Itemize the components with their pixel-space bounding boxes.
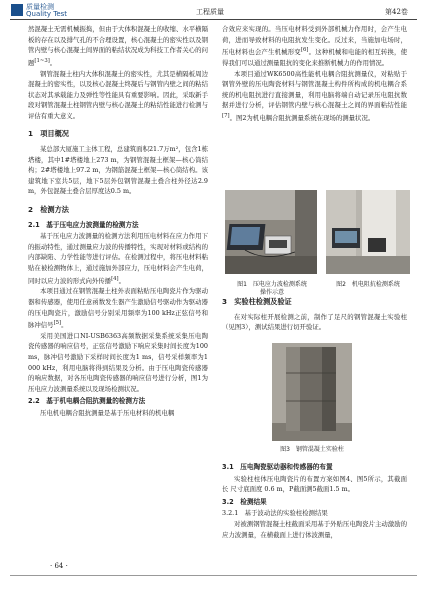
figure-3-photo: [272, 343, 352, 441]
section-1-paragraph: 某总部大厦施工主体工程，总建筑面积21.7万m²，包含1栋塔楼，其中1#塔楼地上273 m，为钢管混凝土框架—核心筒结构；2#塔楼地上97.2 m，为钢筋混凝土框架—核心筒结构。该建筑地下室共5层，地下5层外包钢管混凝土叠合柱外径达2.9 m，外包混凝土叠合层厚度达0.5 m。: [28, 145, 208, 196]
right-column-middle: [222, 297, 407, 333]
section-1-heading: 1 项目概况: [28, 129, 69, 139]
section-3-2-heading: 3.2 检测结果: [222, 497, 267, 506]
left-column: [28, 24, 208, 419]
right-paragraph-1: 合效应来实现的。当压电材料受到外部机械力作用时，会产生电荷，进而导致材料的电阻抗发生变化。反过来，当施加电场时，压电材料也会产生机械形变[6]。这种机械和电能的相互转换，使得我们可以通过测量阻抗的变化来推断机械力的作用情况。: [222, 25, 408, 67]
right-column-top: [222, 24, 407, 124]
logo-line-chinese: 质量检测: [26, 3, 54, 11]
section-3-2-1-heading: 3.2.1 基于波动法的实验柱检测结果: [222, 509, 328, 518]
section-3-2-1-paragraph: 对被测钢管混凝土柱截面采用基于外贴压电陶瓷片主动激励的应力波测量，在横截面上进行体波测量，: [222, 519, 407, 539]
right-column-bottom: [222, 460, 407, 540]
section-2-1-paragraph-1: 基于压电应力波测量的检测方法利用压电材料在应力作用下的振动特性，通过测量应力波的传播特性，实现对材料或结构的内部缺陷、力学性能等进行评估。在检测过程中，将压电材料粘贴在被检测物体上，通过施加外部应力，压电材料会产生电荷，同时以应力波的形式向外传播[4]。: [28, 232, 208, 285]
section-2-2-paragraph: 压电机电耦合阻抗测量是基于压电材料的机电耦: [40, 408, 175, 417]
section-2-2-heading: 2.2 基于机电耦合阻抗测量的检测方法: [28, 397, 146, 406]
section-3-1-heading: 3.1 压电陶瓷驱动器和传感器的布置: [222, 463, 333, 471]
figure-2-photo: [326, 190, 410, 274]
figure-1-photo: [225, 190, 317, 274]
page-number: · 64 ·: [50, 562, 68, 570]
intro-paragraph-2: 钢管混凝土柱内大体积混凝土的密实性，尤其是横隔板周边混凝土的密实性，以及核心混凝土终凝后与钢管内壁之间的粘结状态对其承载能力及弹性等性能具有重要影响。因此，采取新手段对钢管混凝土柱钢管内壁与核心混凝土的粘结性能进行检测与评估有重大意义。: [28, 69, 208, 120]
volume-label: 第42卷: [385, 8, 408, 16]
journal-title: 工程质量: [196, 8, 224, 16]
journal-logo-icon: [11, 4, 23, 16]
section-2-1-heading: 2.1 基于压电应力波测量的检测方法: [28, 220, 139, 229]
figure-3-caption: 图3 钢管混凝土实验柱: [280, 446, 344, 453]
section-2-1-paragraph-2: 本项目通过在钢管混凝土柱外表面粘贴压电陶瓷片作为驱动器和传感器，使用任意函数发生器产生激励信号驱动作为驱动器的压电陶瓷片，激励信号分别采用频率为100 kHz正弦信号和脉冲信号[5]。: [28, 287, 208, 330]
section-3-1-paragraph: 实验柱柱体压电陶瓷片的布置方案如图4、图5所示，其截面长 尺寸底面度 0.6 m，P截面测5截面1.5 m。: [222, 474, 407, 494]
section-2-heading: 2 检测方法: [28, 205, 69, 215]
section-3-heading: 3 实验柱检测及验证: [222, 297, 292, 306]
figure-1-caption: 图1 压电应力波检测系统 操作示意: [237, 281, 307, 296]
figure-2-caption: 图2 机电阻抗检测系统: [336, 281, 400, 288]
section-logo-text: [26, 4, 67, 18]
section-2-1-paragraph-3: 采用美国进口NI-USB6363高频数据采集系统采集压电陶瓷传感器的响应信号，正弦信号激励下响应采集时间长度为100 ms，脉冲信号激励下采样时间长度为1 ms，信号采样频率为1 000 kHz，利用电脑将得到结果及分析。由于压电陶瓷传感器的响应数据，对各压电陶瓷传感器的响应信号进行分析，图1为压电应力波测量系统以及现场检测状况。: [28, 331, 208, 393]
section-3-paragraph: 在对实际柱开展检测之前，制作了足尺的钢管混凝土实验柱（见图3），测试结果进行切开验证。: [222, 312, 407, 332]
header-rule: [10, 19, 417, 20]
footer-rule: [10, 575, 417, 576]
intro-paragraph-1: 然混凝土无需机械振捣，但由于大体积混凝土的收缩、水平横隔板的存在以及排气孔的不合理设置，核心混凝土的密实性以及钢管内壁与核心混凝土间界面的粘结状况成为科技工作者关心的问题[1~3]。: [28, 25, 208, 67]
logo-line-english: Quality Test: [26, 10, 68, 18]
right-paragraph-2: 本项目通过WK6500高性能机电耦合阻抗测量仪，对粘贴于钢管外壁的压电陶瓷材料与钢管混凝土构件所构成的机电耦合系统的机电阻抗进行直接测量，利用电脑将端自动记录压电阻抗数据并进行分析，评估钢管内壁与核心混凝土之间的界面粘结性能[7]。图2为机电耦合阻抗测量系统在现场的测量状况。: [222, 69, 407, 122]
